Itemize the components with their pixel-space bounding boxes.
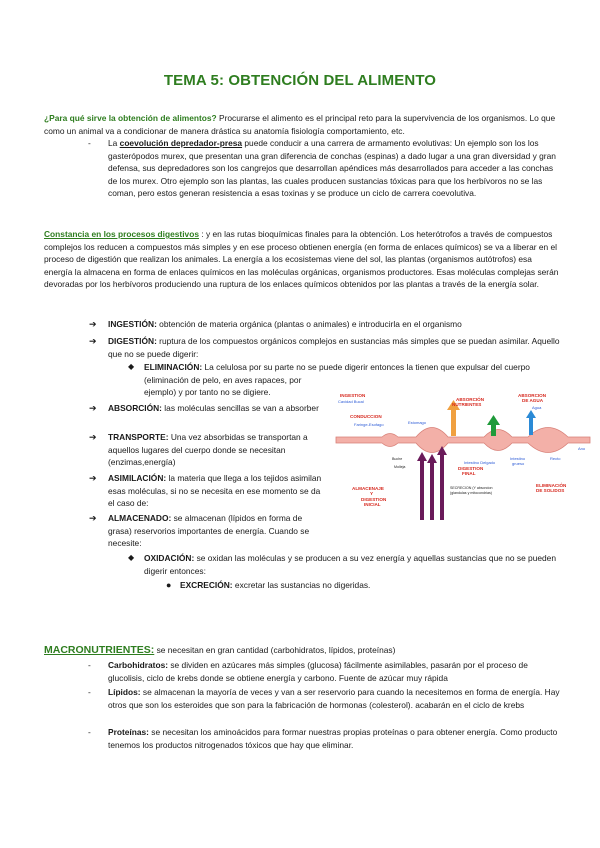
step-label: ASIMILACIÓN: xyxy=(108,473,167,483)
diagram-nutrientes-label: NUTRIENTES xyxy=(452,402,482,407)
absorption-arrow-green-head xyxy=(487,415,500,425)
intro-paragraph xyxy=(44,112,560,137)
diagram-digestion-inicial-label: DIGESTION xyxy=(361,497,387,502)
macronutrients-text: se necesitan en gran cantidad (carbohidratos, lípidos, proteínas) xyxy=(154,645,396,655)
diagram-de-agua-label: DE AGUA xyxy=(522,398,544,403)
arrow-bullet: ➔ xyxy=(89,403,97,413)
intro-question: ¿Para qué sirve la obtención de alimentos? xyxy=(44,113,217,123)
diagram-grueso-label: grueso xyxy=(512,461,525,466)
step-digestion xyxy=(89,335,560,360)
step-almacenado xyxy=(89,512,326,550)
diagram-final-label: FINAL xyxy=(462,471,476,476)
secretion-arrow-3 xyxy=(440,454,444,520)
step-label: ABSORCIÓN: xyxy=(108,403,162,413)
step-transporte xyxy=(89,431,326,469)
coevolution-term: coevolución depredador-presa xyxy=(119,138,243,148)
secretion-arrow-1 xyxy=(420,460,424,520)
diagram-recto-label: Recto xyxy=(550,456,561,461)
macro-lipidos xyxy=(88,686,560,711)
macronutrients-term: MACRONUTRIENTES: xyxy=(44,644,155,656)
step-text: la materia que llega a los tejidos asimilan esas moléculas, si no se necesita en ese momento se da el caso de: xyxy=(108,473,322,508)
diamond-bullet: ◆ xyxy=(128,362,135,371)
step-label: INGESTIÓN: xyxy=(108,319,157,329)
dash-bullet: - xyxy=(88,687,91,697)
macronutrients-heading xyxy=(44,644,560,657)
arrow-bullet: ➔ xyxy=(89,513,97,523)
constancia-text: : y en las rutas bioquímicas finales para la obtención. Los heterótrofos a través de compuestos complejos los reducen a compuestos más simples y en ese proceso obtienen energía (en forma de enlaces químicos) se va a liberar en el proceso de digestión que realizan los animales. La energía a los ecosistemas viene del sol, las plantas (organismos autótrofos) esa energía la almacena en forma de enlaces químicos en las moléculas orgánicas, organismos productores. Esas moléculas complejas serán devoradas por los herbívoros produciendo una ruptura de los enlaces químicos obtenidos por las plantas a través de la energía solar. xyxy=(44,229,559,289)
water-arrow-blue-head xyxy=(526,410,536,418)
diagram-ano-label: Ano xyxy=(578,446,586,451)
macro-text: se almacenan la mayoría de veces y van a ser reservorio para cuando la necesitemos en forma de energía. Hay otros que son los esteroides que son para la fabricación de hormonas (colesterol). acabarán en el ciclo de krebs xyxy=(108,687,560,710)
diagram-solidos-label: DE SOLIDOS xyxy=(536,488,565,493)
diagram-ingestion-label: INGESTION xyxy=(340,393,366,398)
arrow-bullet: ➔ xyxy=(89,319,97,329)
coevolution-item xyxy=(88,137,560,200)
step-absorcion xyxy=(89,402,326,415)
step-text: se oxidan las moléculas y se producen a su vez energía y aquellas sustancias que no se pueden digerir entonces: xyxy=(144,553,556,576)
step-label: OXIDACIÓN: xyxy=(144,553,195,563)
coevolution-text: puede conducir a una carrera de armamento evolutivas: Un ejemplo son los los gasterópodos murex, que presentan una gran diferencia de conchas (espinas) a dado lugar a una gran diversidad y gran defensa, sus depredadores son los cangrejos que desarrollan apéndices más desarrollados para acceder a las conchas de los murex. Otro ejemplo son las plantas, las cuales producen sustancias tóxicas para que los herbívoros no se las coman, pero estos generan resistencia a esas toxinas y se produce un ciclo de carrera coevolutiva. xyxy=(108,138,556,198)
macro-label: Lípidos: xyxy=(108,687,141,697)
step-text: obtención de materia orgánica (plantas o animales) e introducirla en el organismo xyxy=(156,319,462,329)
diagram-conduccion-label: CONDUCCION xyxy=(350,414,382,419)
diagram-molleja-label: Molleja xyxy=(394,465,406,469)
diagram-intestino-delgado-label: Intestino Delgado xyxy=(464,460,496,465)
coevolution-pre: La xyxy=(108,138,120,148)
dash-bullet: - xyxy=(88,138,91,148)
diagram-absorcion-agua-label: ABSORCION xyxy=(518,393,547,398)
dash-bullet: - xyxy=(88,727,91,737)
diagram-inicial-label: INICIAL xyxy=(364,502,381,507)
macro-label: Carbohidratos: xyxy=(108,660,169,670)
diagram-cavidad-label: Cavidad Bucal xyxy=(338,399,364,404)
absorption-arrow-orange xyxy=(451,408,456,436)
constancia-term: Constancia en los procesos digestivos xyxy=(44,229,199,239)
water-arrow-blue xyxy=(529,417,533,435)
secretion-arrow-2-head xyxy=(427,454,437,463)
step-text: excretar las sustancias no digeridas. xyxy=(232,580,371,590)
step-excrecion xyxy=(166,579,560,592)
step-text-b: (eliminación de pelo, en aves rapaces, por xyxy=(144,374,302,385)
step-text: Una vez absorbidas se transportan a aquellos lugares del cuerpo donde se necesitan (enzimas,energía) xyxy=(108,432,308,467)
arrow-bullet: ➔ xyxy=(89,432,97,442)
secretion-arrow-1-head xyxy=(417,452,427,461)
diamond-bullet: ◆ xyxy=(128,553,135,562)
step-text-c: ejemplo) y por tanto no se digiere. xyxy=(144,387,271,397)
secretion-arrow-2 xyxy=(430,462,434,520)
step-label: TRANSPORTE: xyxy=(108,432,169,442)
diagram-agua-label: Agua xyxy=(532,405,542,410)
diagram-almacenaje-label: ALMACENAJE xyxy=(352,486,384,491)
arrow-bullet: ➔ xyxy=(89,473,97,483)
constancia-paragraph xyxy=(44,228,560,291)
step-label: DIGESTIÓN: xyxy=(108,336,157,346)
diagram-intestino-grueso-label: Intestino xyxy=(510,456,526,461)
step-text: La celulosa por su parte no se puede digerir entonces la tienen que expulsar del cuerpo xyxy=(202,362,530,372)
macro-text: se dividen en azúcares más simples (glucosa) fácilmente asimilables, pasarán por el proceso de glucolisis, ciclo de krebs donde se obtiene energía y carbono. Fuente de azúcar muy rápida xyxy=(108,660,528,683)
step-text: se almacenan (lípidos en forma de grasa) reservorios importantes de energía. Cuando se necesite: xyxy=(108,513,310,548)
diagram-faringe-label: Faringe-Esofago xyxy=(354,422,384,427)
step-label: ELIMINACIÓN: xyxy=(144,362,203,372)
step-label: EXCRECIÓN: xyxy=(180,580,233,590)
diagram-absorcion-label: ABSORCIÓN xyxy=(456,397,485,402)
macro-proteinas xyxy=(88,726,560,751)
macro-label: Proteínas: xyxy=(108,727,149,737)
diagram-eliminacion-label: ELIMINACIÓN xyxy=(536,483,567,488)
diagram-estomago-label: Estomago xyxy=(408,420,427,425)
digestive-tube xyxy=(336,428,590,453)
page-title: TEMA 5: OBTENCIÓN DEL ALIMENTO xyxy=(163,72,437,89)
diagram-y-label: Y xyxy=(370,491,374,496)
absorption-arrow-green xyxy=(491,424,496,436)
dot-bullet: ● xyxy=(166,580,172,590)
intro-text: Procurarse el alimento es el principal reto para la supervivencia de los organismos. Lo que como un animal va a condicionar de manera drástica su anatomía fisiología comportamiento, etc. xyxy=(44,113,556,136)
diagram-secrecion-label: SECRECION (Y absorcion xyxy=(450,486,493,490)
step-text: las moléculas sencillas se van a absorber xyxy=(161,403,319,413)
diagram-buche-label: Buche xyxy=(392,457,403,461)
diagram-digestion-label: DIGESTION xyxy=(458,466,484,471)
step-text: ruptura de los compuestos orgánicos complejos en sustancias más simples que se puedan asimilar. Aquello que no se puede digerir: xyxy=(108,336,560,359)
step-asimilacion xyxy=(89,472,326,510)
arrow-bullet: ➔ xyxy=(89,336,97,346)
digestive-tract-diagram xyxy=(332,388,594,522)
step-label: ALMACENADO: xyxy=(108,513,172,523)
diagram-glandulas-label: (glandulas y mitocondrias) xyxy=(450,491,492,495)
step-oxidacion xyxy=(128,552,560,577)
dash-bullet: - xyxy=(88,660,91,670)
macro-carbohidratos xyxy=(88,659,560,684)
step-ingestion xyxy=(89,318,560,331)
macro-text: se necesitan los aminoácidos para formar nuestras propias proteínas o para obtener energía. Como producto tenemos los productos nitrogenados tóxicos que hay que eliminar. xyxy=(108,727,558,750)
